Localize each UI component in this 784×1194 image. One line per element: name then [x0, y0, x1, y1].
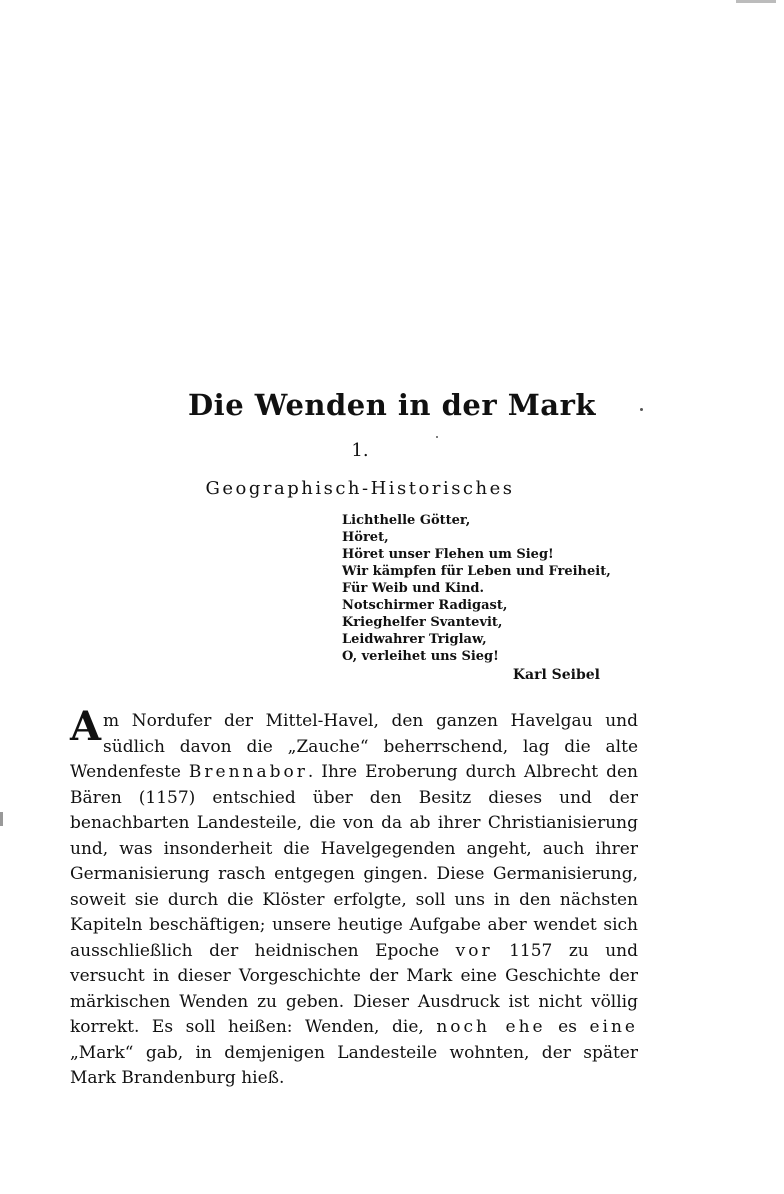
poem-line: Krieghelfer Svantevit,: [342, 615, 503, 630]
emphasis-eine: eine: [589, 1017, 638, 1037]
body-paragraph: [70, 703, 638, 1092]
poem-line: Höret unser Flehen um Sieg!: [342, 547, 554, 562]
poem-line: Notschirmer Radigast,: [342, 598, 508, 613]
poem-line: O, verleihet uns Sieg!: [342, 649, 499, 664]
chapter-number: 1.: [351, 440, 369, 461]
emphasis-brennabor: Brennabor: [188, 762, 308, 782]
body-text-segment: 1157 zu und versucht in dieser Vorgeschichte der Mark eine Geschichte der märkischen Wenden zu geben. Dieser Ausdruck ist nicht völlig korrekt. Es soll heißen: Wenden, die,: [70, 940, 638, 1037]
poem-line: Lichthelle Götter,: [342, 513, 471, 528]
body-text-segment: m Nordufer der Mittel-Havel, den ganzen Havelgau und südlich davon die „Zauche“ beherrschend, lag die alte Wendenfeste: [70, 711, 638, 782]
poem-line: Leidwahrer Triglaw,: [342, 632, 487, 647]
poem-line: Höret,: [342, 530, 389, 545]
drop-initial: A: [70, 703, 102, 750]
chapter-title: Die Wenden in der Mark: [188, 388, 596, 422]
body-text-segment: es: [545, 1017, 590, 1037]
chapter-subtitle: Geographisch-Historisches: [205, 478, 515, 499]
body-text-segment: . Ihre Eroberung durch Albrecht den Bären (1157) entschied über den Besitz dieses und der benachbarten Landesteile, die von da ab ihrer Christianisierung und, was insonderheit die Havelgegenden angeht, auch ihrer Germanisierung rasch entgegen gingen. Diese Germanisierung, soweit sie durch die Klöster erfolgte, soll uns in den nächsten Kapiteln beschäftigen; unsere heutige Aufgabe aber wendet sich ausschließlich der heidnischen Epoche: [70, 762, 638, 961]
poem-line: Wir kämpfen für Leben und Freiheit,: [342, 564, 611, 579]
scan-edge-mark: [736, 0, 776, 3]
scan-margin-mark: [0, 812, 3, 826]
epigraph-poem: [342, 512, 642, 665]
emphasis-noch-ehe: noch ehe: [436, 1017, 546, 1037]
body-text-segment: „Mark“ gab, in demjenigen Landesteile wohnten, der später Mark Brandenburg hieß.: [70, 1042, 638, 1088]
poem-author: Karl Seibel: [512, 667, 600, 683]
poem-line: Für Weib und Kind.: [342, 581, 485, 596]
emphasis-vor: vor: [455, 940, 493, 961]
speck: [436, 436, 438, 438]
